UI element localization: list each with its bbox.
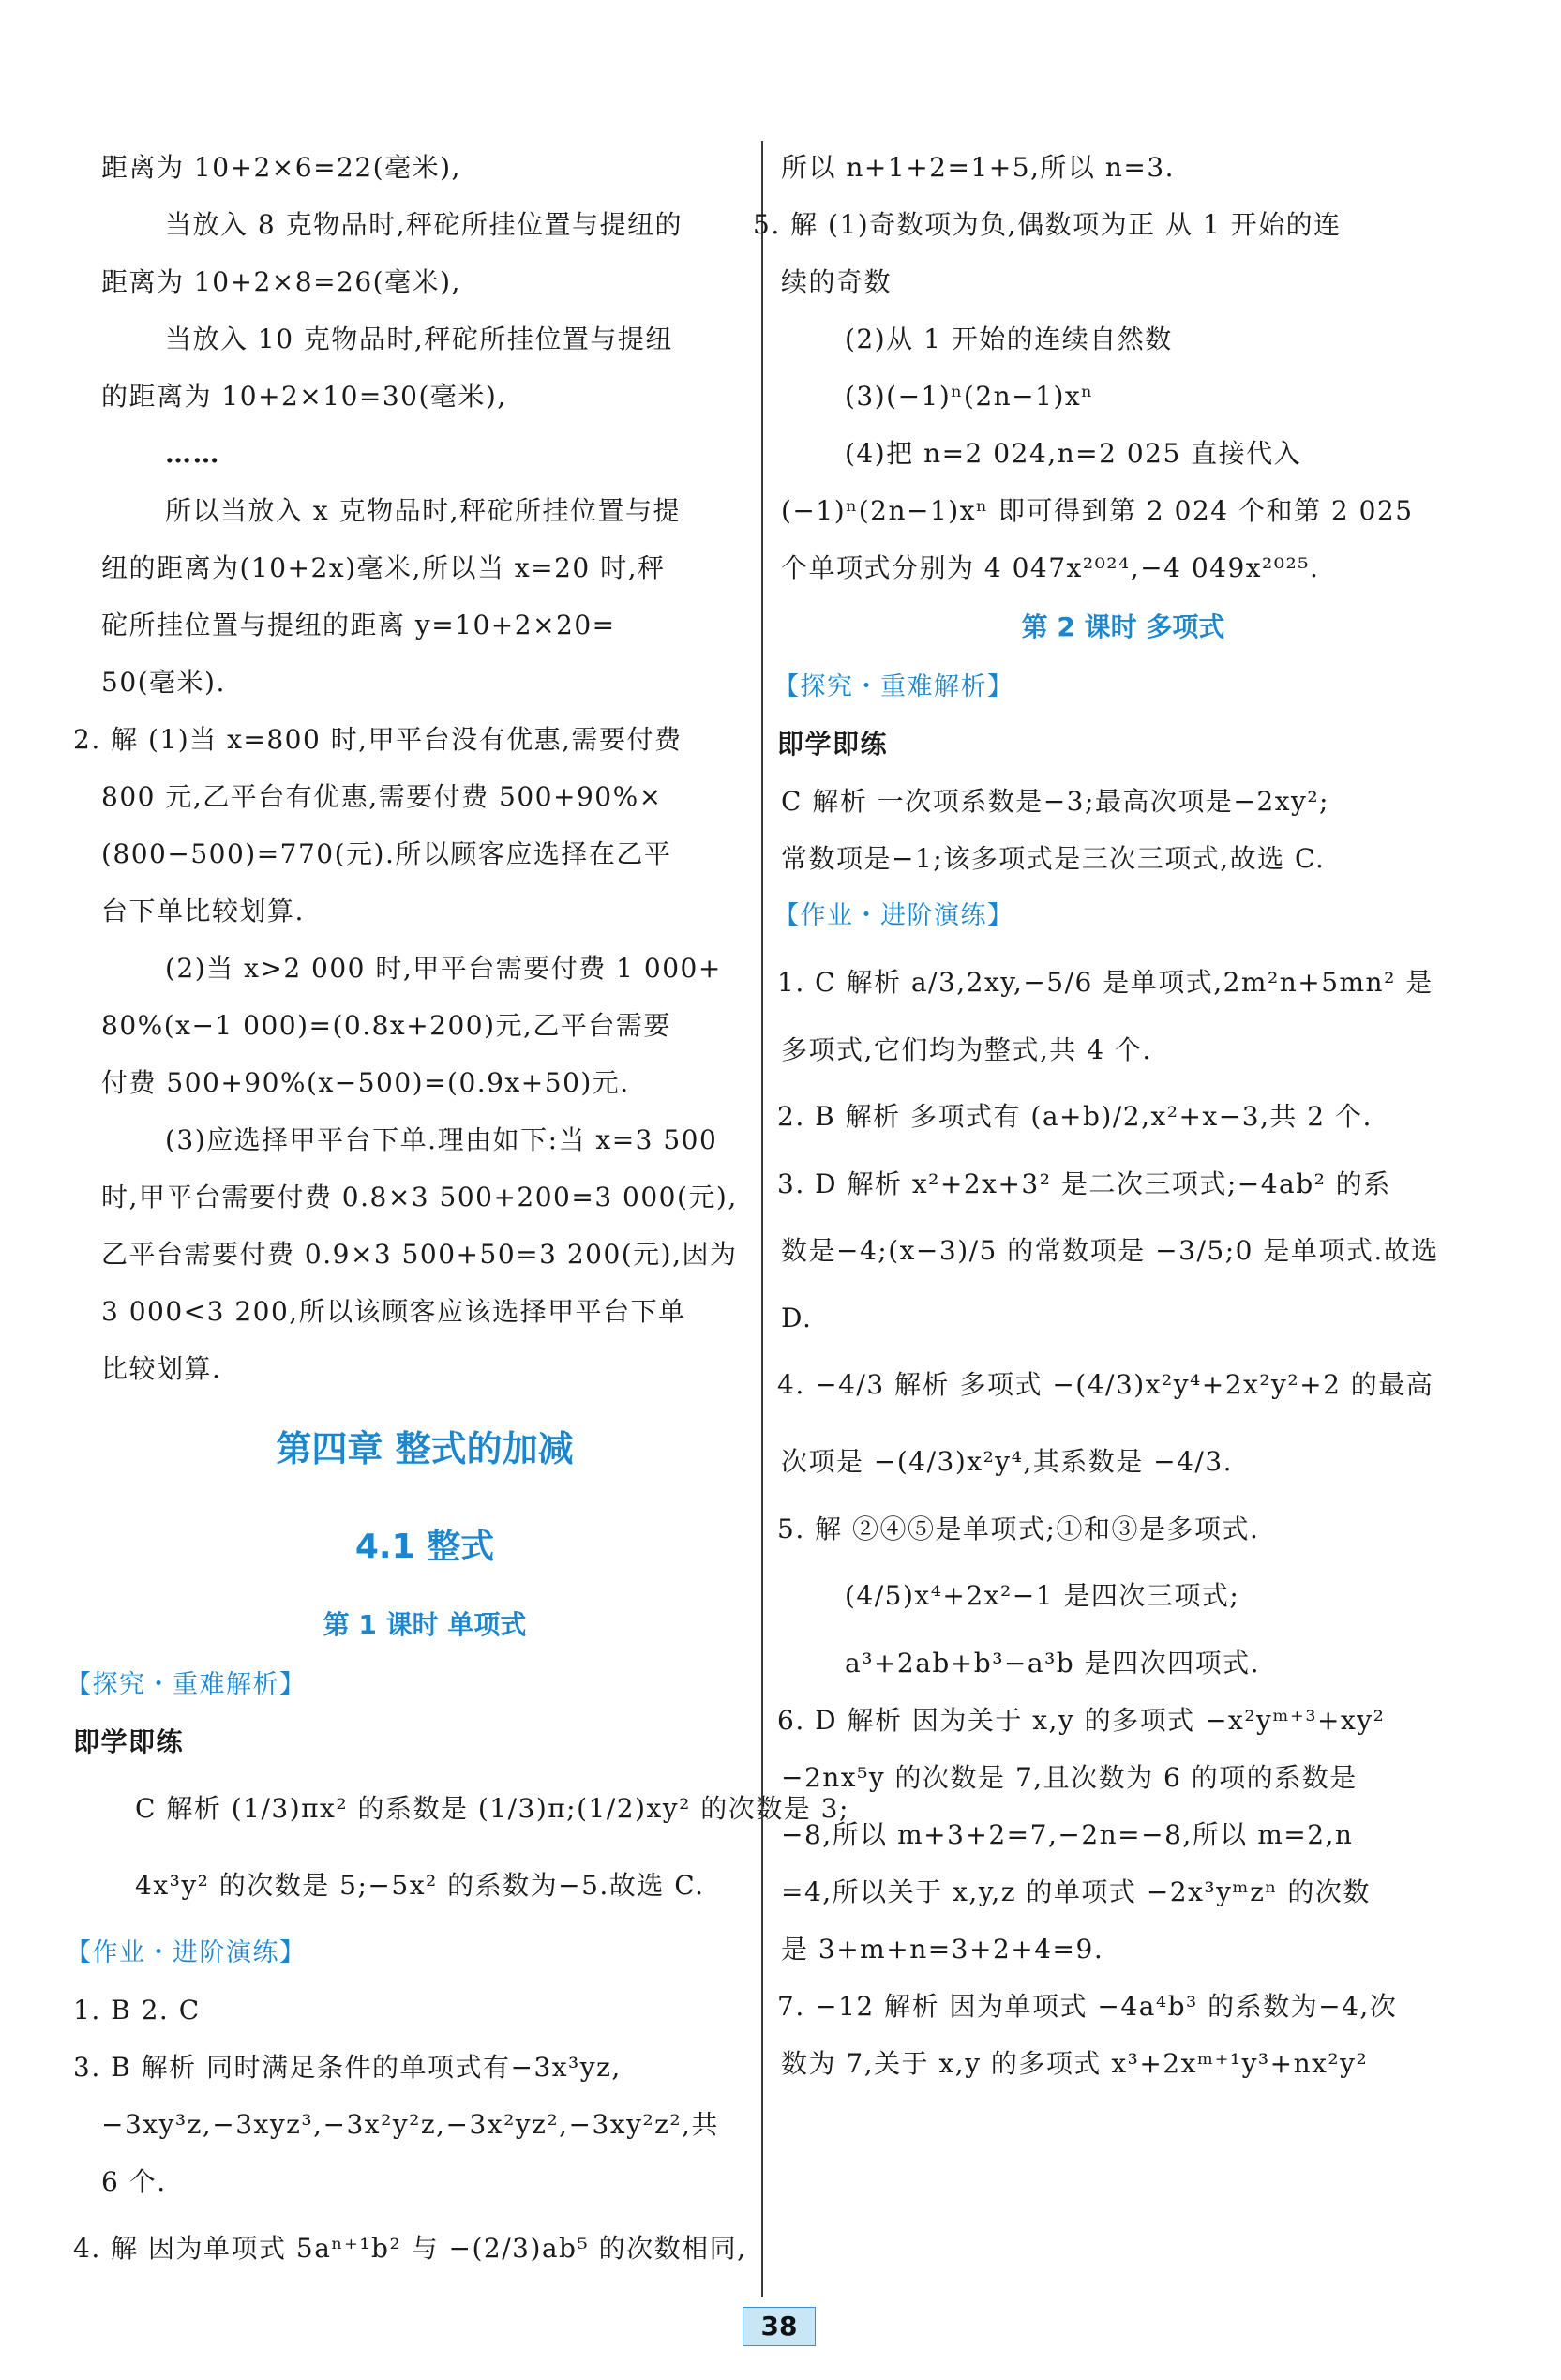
text-line: 50(毫米). [101, 667, 226, 698]
section-label-explore: 【探究・重难解析】 [66, 1670, 307, 1699]
text-line: 的距离为 10+2×10=30(毫米), [101, 381, 507, 412]
ellipsis-line: …… [165, 438, 220, 469]
text-line: C 解析 (1/3)πx² 的系数是 (1/3)π;(1/2)xy² 的次数是 3; [135, 1793, 849, 1824]
answer-line: 2. B 解析 多项式有 (a+b)/2,x²+x−3,共 2 个. [777, 1101, 1373, 1132]
text-line: (3)(−1)ⁿ(2n−1)xⁿ [845, 381, 1094, 412]
text-line: −8,所以 m+3+2=7,−2n=−8,所以 m=2,n [781, 1819, 1354, 1850]
answer-line: 4. 解 因为单项式 5aⁿ⁺¹b² 与 −(2/3)ab⁵ 的次数相同, [73, 2233, 747, 2264]
practice-heading: 即学即练 [777, 729, 889, 760]
answer-line: 4. −4/3 解析 多项式 −(4/3)x²y⁴+2x²y²+2 的最高 [777, 1369, 1434, 1400]
text-line: 6 个. [101, 2166, 167, 2197]
text-line: 距离为 10+2×6=22(毫米), [101, 152, 461, 183]
text-line: 砣所挂位置与提纽的距离 y=10+2×20= [101, 610, 616, 640]
section-label-homework: 【作业・进阶演练】 [773, 901, 1014, 930]
text-line: (4/5)x⁴+2x²−1 是四次三项式; [845, 1580, 1240, 1611]
text-line: −3xy³z,−3xyz³,−3x²y²z,−3x²yz²,−3xy²z²,共 [101, 2109, 719, 2140]
text-line: 比较划算. [101, 1353, 222, 1384]
text-line: (3)应选择甲平台下单.理由如下:当 x=3 500 [165, 1124, 718, 1155]
question-2-line: 2. 解 (1)当 x=800 时,甲平台没有优惠,需要付费 [73, 724, 683, 755]
text-line: 付费 500+90%(x−500)=(0.9x+50)元. [101, 1067, 630, 1098]
text-line: 台下单比较划算. [101, 896, 305, 926]
text-line: 乙平台需要付费 0.9×3 500+50=3 200(元),因为 [101, 1239, 738, 1270]
lesson-title: 第 2 课时 多项式 [1021, 611, 1225, 642]
text-line: 80%(x−1 000)=(0.8x+200)元,乙平台需要 [101, 1010, 671, 1041]
section-label-homework: 【作业・进阶演练】 [66, 1938, 307, 1967]
text-line: (4)把 n=2 024,n=2 025 直接代入 [845, 438, 1302, 469]
answer-line: 7. −12 解析 因为单项式 −4a⁴b³ 的系数为−4,次 [777, 1991, 1398, 2022]
text-line: =4,所以关于 x,y,z 的单项式 −2x³yᵐzⁿ 的次数 [781, 1876, 1371, 1907]
text-line: 所以 n+1+2=1+5,所以 n=3. [781, 152, 1176, 183]
answer-line: 5. 解 ②④⑤是单项式;①和③是多项式. [777, 1514, 1260, 1544]
section-label-explore: 【探究・重难解析】 [773, 672, 1014, 701]
text-line: 数是−4;(x−3)/5 的常数项是 −3/5;0 是单项式.故选 [781, 1235, 1439, 1266]
text-line: a³+2ab+b³−a³b 是四次四项式. [845, 1648, 1261, 1679]
text-line: (2)从 1 开始的连续自然数 [845, 324, 1173, 354]
page-number: 38 [743, 2307, 816, 2346]
text-line: 次项是 −(4/3)x²y⁴,其系数是 −4/3. [781, 1446, 1234, 1477]
text-line: 距离为 10+2×8=26(毫米), [101, 266, 461, 297]
text-line: 所以当放入 x 克物品时,秤砣所挂位置与提 [165, 495, 681, 526]
text-line: 4x³y² 的次数是 5;−5x² 的系数为−5.故选 C. [135, 1870, 705, 1901]
text-line: D. [781, 1303, 813, 1333]
text-line: 时,甲平台需要付费 0.8×3 500+200=3 000(元), [101, 1182, 738, 1213]
right-column [753, 139, 1465, 2092]
question-5-line: 5. 解 (1)奇数项为负,偶数项为正 从 1 开始的连 [753, 209, 1342, 240]
answer-line: 1. C 解析 a/3,2xy,−5/6 是单项式,2m²n+5mn² 是 [777, 967, 1433, 998]
text-line: C 解析 一次项系数是−3;最高次项是−2xy²; [781, 786, 1329, 817]
text-line: 续的奇数 [781, 266, 893, 297]
text-line: 个单项式分别为 4 047x²⁰²⁴,−4 049x²⁰²⁵. [781, 552, 1320, 583]
chapter-title: 第四章 整式的加减 [276, 1428, 574, 1469]
answer-line: 3. B 解析 同时满足条件的单项式有−3x³yz, [73, 2052, 622, 2083]
lesson-title: 第 1 课时 单项式 [323, 1609, 527, 1640]
text-line: 当放入 8 克物品时,秤砣所挂位置与提纽的 [165, 209, 683, 240]
text-line: 纽的距离为(10+2x)毫米,所以当 x=20 时,秤 [101, 552, 666, 583]
answer-line: 3. D 解析 x²+2x+3² 是二次三项式;−4ab² 的系 [777, 1168, 1391, 1199]
column-divider [761, 141, 763, 2297]
answer-line: 6. D 解析 因为关于 x,y 的多项式 −x²yᵐ⁺³+xy² [777, 1705, 1386, 1736]
text-line: 800 元,乙平台有优惠,需要付费 500+90%× [101, 781, 663, 812]
text-line: 数为 7,关于 x,y 的多项式 x³+2xᵐ⁺¹y³+nx²y² [781, 2048, 1369, 2079]
answer-line: 1. B 2. C [73, 1995, 201, 2026]
text-line: (800−500)=770(元).所以顾客应选择在乙平 [101, 838, 672, 869]
text-line: 常数项是−1;该多项式是三次三项式,故选 C. [781, 843, 1326, 874]
text-line: 多项式,它们均为整式,共 4 个. [781, 1034, 1152, 1065]
text-line: 当放入 10 克物品时,秤砣所挂位置与提纽 [165, 324, 673, 354]
practice-heading: 即学即练 [73, 1726, 185, 1757]
section-title: 4.1 整式 [354, 1528, 495, 1566]
text-line: 3 000<3 200,所以该顾客应该选择甲平台下单 [101, 1296, 686, 1327]
text-line: −2nx⁵y 的次数是 7,且次数为 6 的项的系数是 [781, 1762, 1358, 1793]
text-line: (−1)ⁿ(2n−1)xⁿ 即可得到第 2 024 个和第 2 025 [781, 495, 1414, 526]
text-line: (2)当 x>2 000 时,甲平台需要付费 1 000+ [165, 953, 722, 984]
text-line: 是 3+m+n=3+2+4=9. [781, 1934, 1104, 1965]
